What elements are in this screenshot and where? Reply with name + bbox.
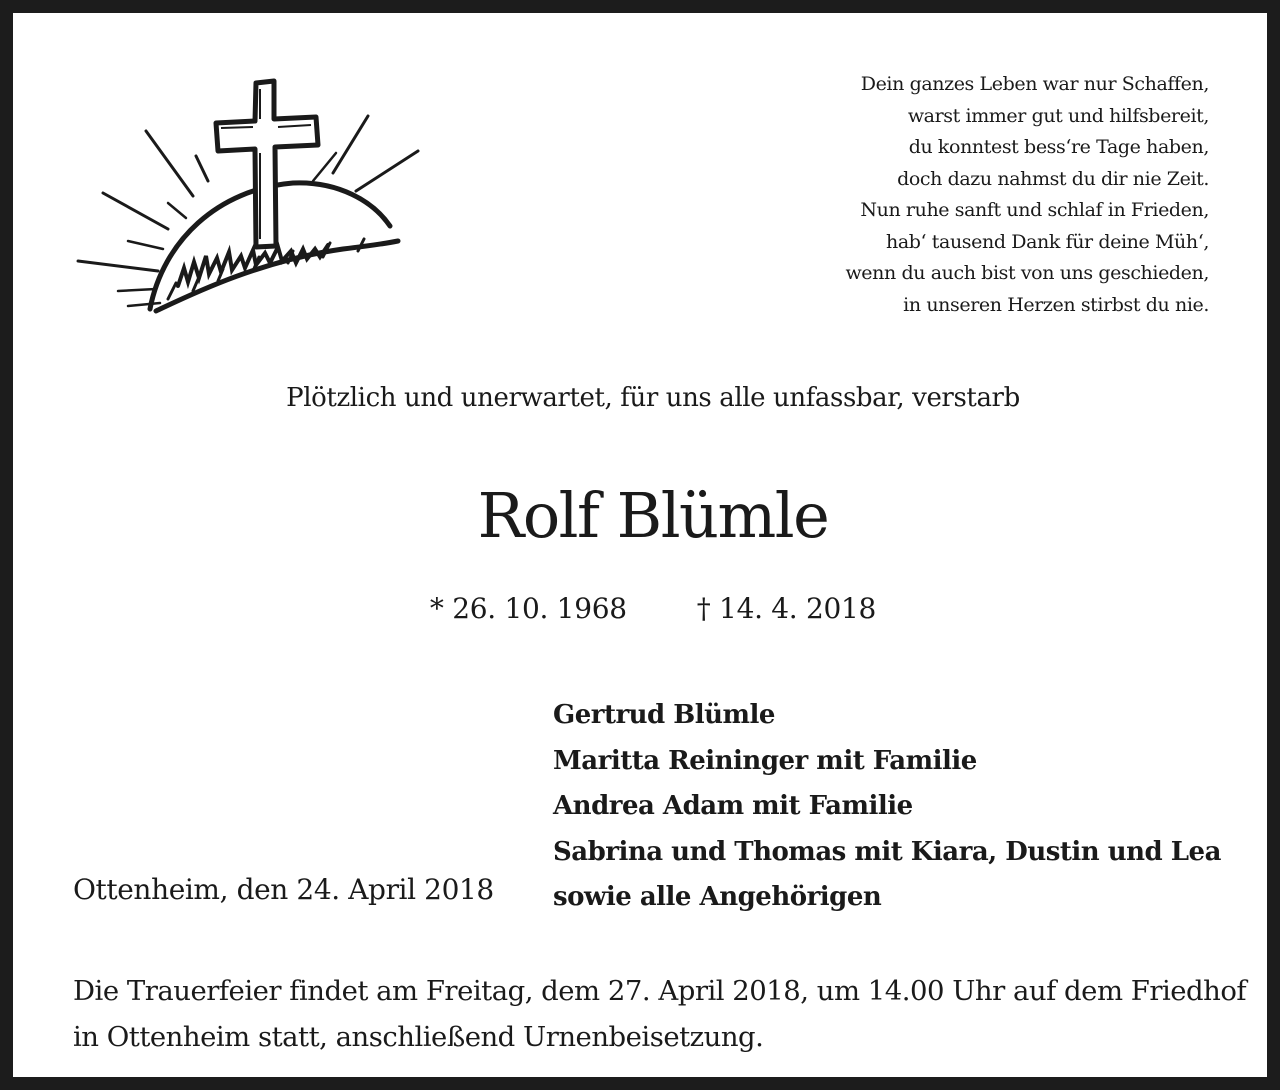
mourner-name: Andrea Adam mit Familie xyxy=(553,791,913,821)
poem-line: Dein ganzes Leben war nur Schaffen, xyxy=(860,73,1209,95)
mourner-name: Gertrud Blümle xyxy=(553,700,775,730)
place-and-date: Ottenheim, den 24. April 2018 xyxy=(73,873,494,906)
birth-date: * 26. 10. 1968 xyxy=(429,592,627,625)
poem-line: wenn du auch bist von uns geschieden, xyxy=(845,262,1209,284)
poem-line: Nun ruhe sanft und schlaf in Frieden, xyxy=(860,199,1209,221)
death-date: † 14. 4. 2018 xyxy=(696,592,877,625)
service-line: Die Trauerfeier findet am Freitag, dem 27. April 2018, um 14.00 Uhr auf dem Friedhof xyxy=(73,975,1247,1007)
mourner-name: Maritta Reininger mit Familie xyxy=(553,745,977,776)
poem-line: warst immer gut und hilfsbereit, xyxy=(907,104,1209,127)
mourner-name: Sabrina und Thomas mit Kiara, Dustin und Lea xyxy=(553,836,1221,867)
mourners-list xyxy=(553,693,1221,921)
life-dates xyxy=(13,592,1280,625)
cross-on-hill-icon xyxy=(68,71,438,326)
mourner-name: sowie alle Angehörigen xyxy=(553,882,882,912)
poem-line: doch dazu nahmst du dir nie Zeit. xyxy=(897,167,1209,190)
memorial-poem xyxy=(649,69,1209,321)
funeral-service-info xyxy=(73,968,1247,1060)
service-line: in Ottenheim statt, anschließend Urnenbeisetzung. xyxy=(73,1021,764,1053)
poem-line: du konntest bess‘re Tage haben, xyxy=(908,136,1209,158)
poem-line: hab‘ tausend Dank für deine Müh‘, xyxy=(886,230,1209,253)
poem-line: in unseren Herzen stirbst du nie. xyxy=(903,293,1209,316)
intro-text: Plötzlich und unerwartet, für uns alle unfassbar, verstarb xyxy=(286,383,1020,413)
deceased-name: Rolf Blümle xyxy=(477,479,829,552)
